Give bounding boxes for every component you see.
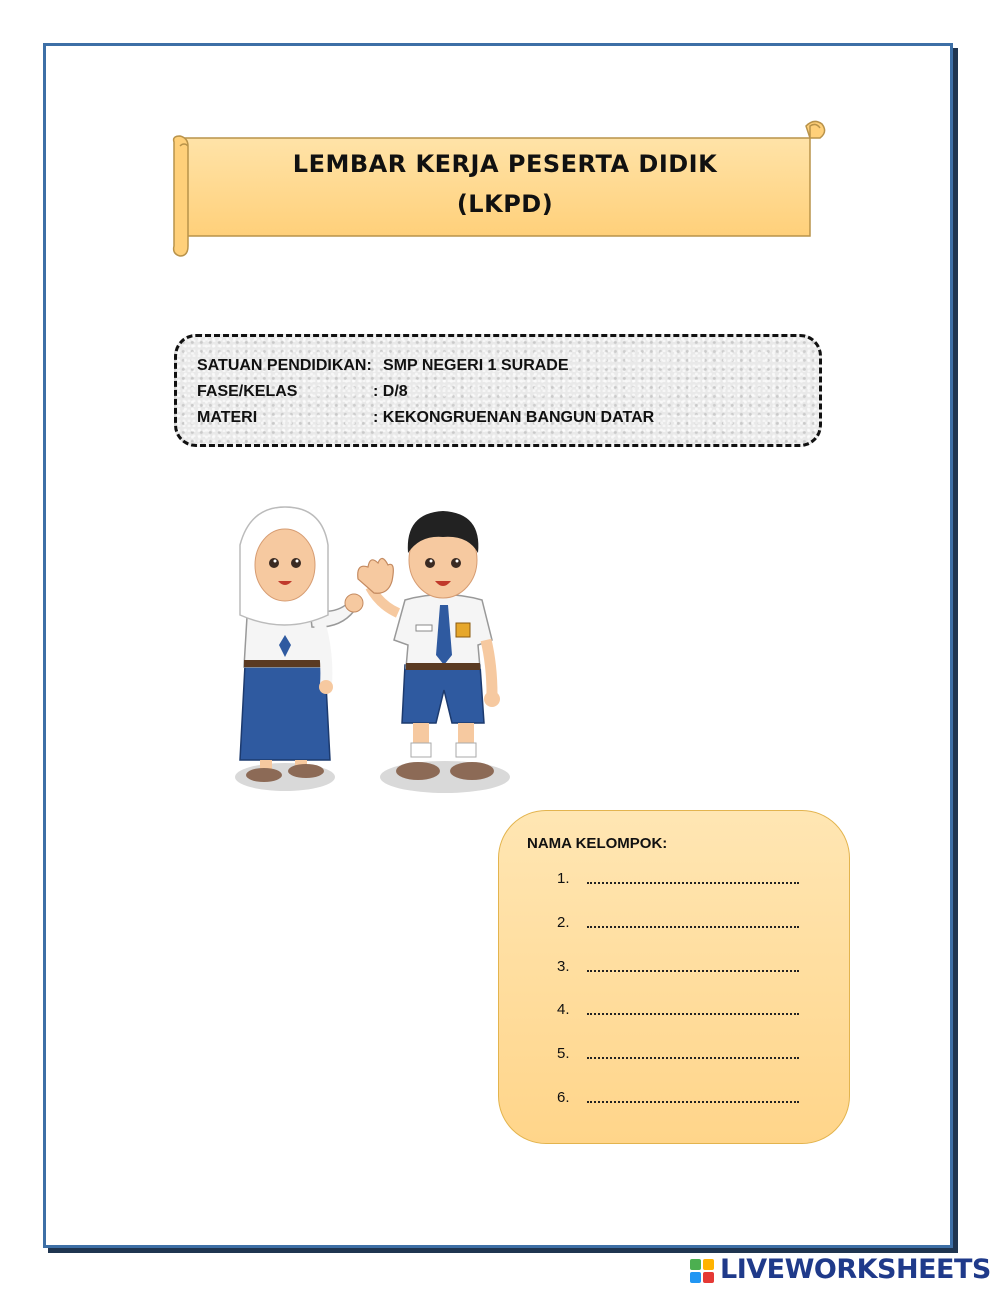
page-title (190, 144, 820, 224)
name-blank-field[interactable] (587, 926, 799, 928)
info-value: SMP NEGERI 1 SURADE (383, 357, 569, 374)
info-label: SATUAN PENDIDIKAN: (197, 357, 372, 374)
name-blank-field[interactable] (587, 1101, 799, 1103)
name-blank-field[interactable] (587, 970, 799, 972)
boy-student (358, 511, 500, 780)
info-value: : D/8 (373, 383, 408, 400)
title-line-1: LEMBAR KERJA PESERTA DIDIK (292, 150, 718, 178)
title-line-2: (LKPD) (456, 190, 554, 218)
name-blank-field[interactable] (587, 1057, 799, 1059)
list-number: 1. (557, 870, 570, 887)
school-info-box (174, 334, 822, 447)
list-number: 4. (557, 1001, 570, 1018)
girl-student (240, 507, 363, 782)
name-blank-field[interactable] (587, 882, 799, 884)
info-label: FASE/KELAS (197, 383, 298, 400)
info-value: : KEKONGRUENAN BANGUN DATAR (373, 409, 655, 426)
list-number: 5. (557, 1045, 570, 1062)
group-title: NAMA KELOMPOK: (527, 835, 668, 852)
group-names-box (498, 810, 850, 1144)
students-illustration (230, 505, 520, 800)
info-label: MATERI (197, 409, 258, 426)
title-banner (170, 118, 830, 258)
shadow-boy (380, 761, 510, 793)
list-number: 6. (557, 1089, 570, 1106)
liveworksheets-logo-icon (690, 1259, 714, 1283)
watermark-text: LIVEWORKSHEETS (720, 1254, 991, 1285)
name-blank-field[interactable] (587, 1013, 799, 1015)
list-number: 3. (557, 958, 570, 975)
list-number: 2. (557, 914, 570, 931)
